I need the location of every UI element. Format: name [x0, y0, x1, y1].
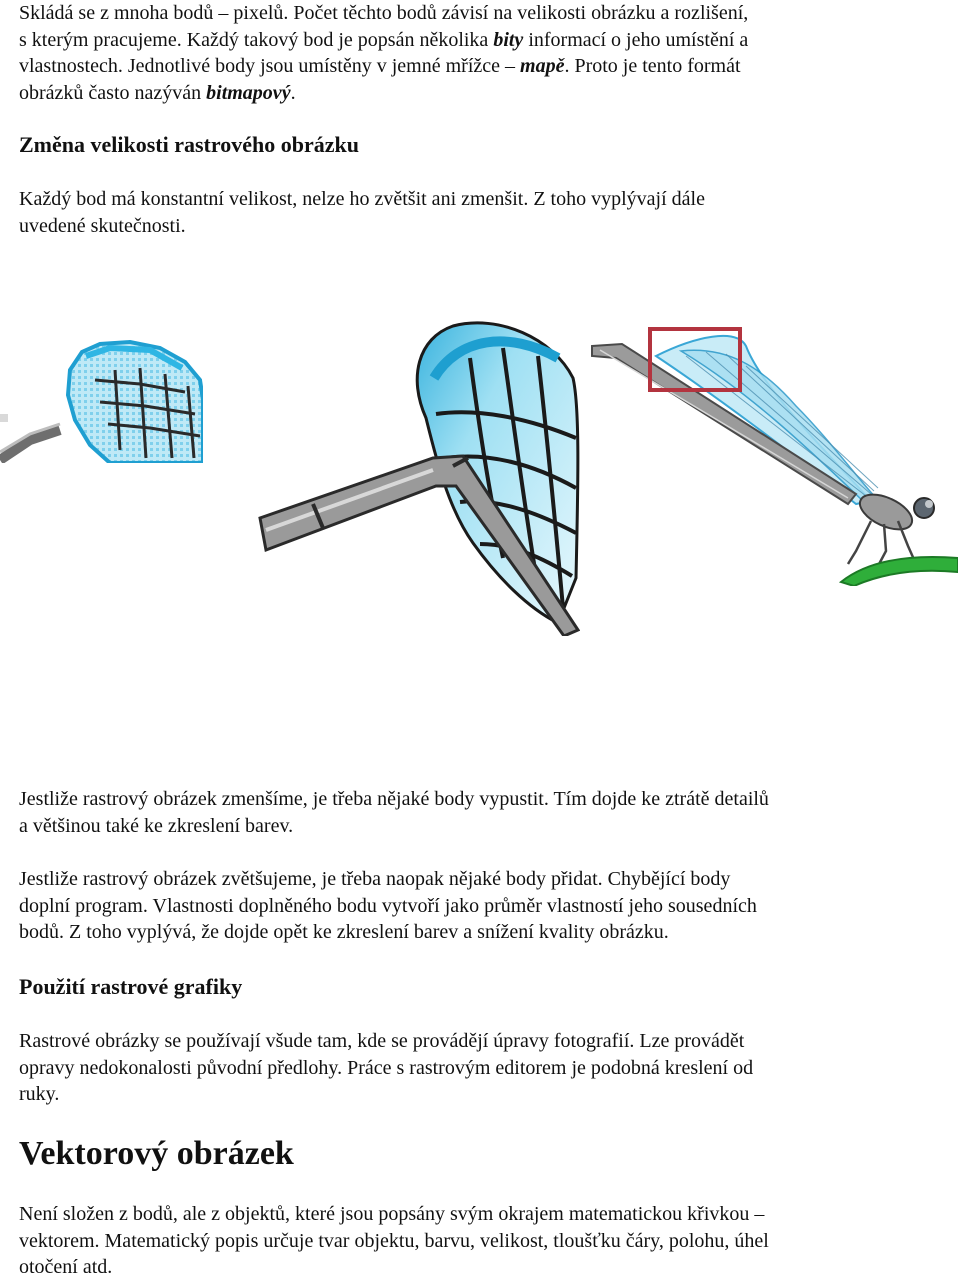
zoomed-wing-image: [258, 318, 580, 636]
vector-paragraph: [19, 1201, 939, 1281]
shrink-line: Jestliže rastrový obrázek zmenšíme, je třeba nějaké body vypustit. Tím dojde ke ztrátě detailů: [19, 788, 769, 810]
dragonfly-figures: [0, 318, 960, 636]
emphasis-mape: mapě: [520, 55, 565, 77]
enlarge-line: doplní program. Vlastnosti doplněného bodu vytvoří jako průměr vlastností jeho sousedních: [19, 894, 757, 917]
emphasis-bity: bity: [493, 28, 524, 51]
pixelated-wing-image: [0, 340, 205, 465]
intro-line: Skládá se z mnoha bodů – pixelů. Počet těchto bodů závisí na velikosti obrázku a rozlišení,: [19, 2, 749, 24]
resize-line: uvedené skutečnosti.: [19, 214, 186, 237]
enlarge-line: Jestliže rastrový obrázek zvětšujeme, je třeba naopak nějaké body přidat. Chybějící body: [19, 868, 731, 890]
usage-line: Rastrové obrázky se používají všude tam, kde se provádějí úpravy fotografií. Lze provádět: [19, 1030, 745, 1052]
shrink-paragraph: [19, 786, 939, 839]
usage-line: ruky.: [19, 1083, 60, 1105]
intro-paragraph: [19, 0, 939, 106]
section-heading-usage: Použití rastrové grafiky: [19, 974, 243, 999]
usage-paragraph: [19, 1028, 939, 1108]
enlarge-paragraph: [19, 866, 939, 946]
usage-line: opravy nedokonalosti původní předlohy. Práce s rastrovým editorem je podobná kreslení od: [19, 1056, 754, 1079]
enlarge-line: bodů. Z toho vyplývá, že dojde opět ke zkreslení barev a snížení kvality obrázku.: [19, 921, 669, 943]
resize-paragraph: [19, 186, 939, 239]
intro-line: vlastnostech. Jednotlivé body jsou umístěny v jemné mřížce – mapě. Proto je tento formát: [19, 55, 741, 77]
section-heading-vector: Vektorový obrázek: [19, 1135, 294, 1172]
vector-line: vektorem. Matematický popis určuje tvar objektu, barvu, velikost, tloušťku čáry, polohu, úhel: [19, 1229, 769, 1252]
vector-line: Není složen z bodů, ale z objektů, které jsou popsány svým okrajem matematickou křivkou –: [19, 1203, 765, 1225]
dragonfly-image: [586, 326, 958, 586]
section-heading-resize: Změna velikosti rastrového obrázku: [19, 132, 359, 157]
emphasis-bitmapovy: bitmapový: [206, 81, 291, 104]
shrink-line: a většinou také ke zkreslení barev.: [19, 814, 294, 837]
resize-line: Každý bod má konstantní velikost, nelze ho zvětšit ani zmenšit. Z toho vyplývají dále: [19, 188, 705, 210]
intro-line: s kterým pracujeme. Každý takový bod je popsán několika bity informací o jeho umístění a: [19, 28, 749, 51]
intro-line: obrázků často nazýván bitmapový.: [19, 81, 296, 104]
vector-line: otočení atd.: [19, 1256, 113, 1278]
